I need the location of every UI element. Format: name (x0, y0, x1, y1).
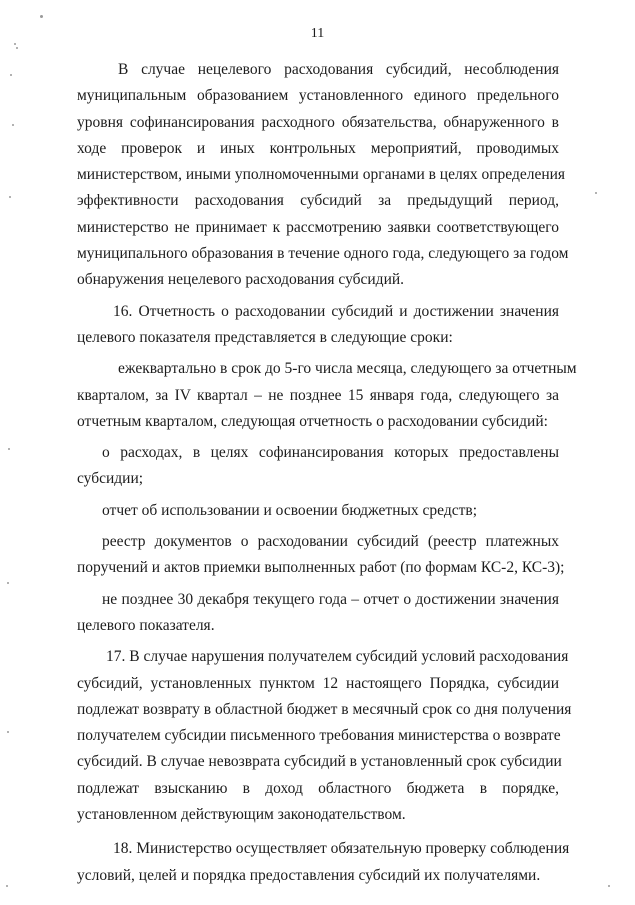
scan-speck (595, 192, 597, 194)
scan-speck (12, 124, 14, 126)
text-line: 17. В случае нарушения получателем субсидий условий расходования (106, 648, 569, 666)
text-line: уровня софинансирования расходного обязательства, обнаруженного в (77, 113, 559, 131)
scan-speck (608, 885, 610, 887)
scan-speck (7, 582, 9, 584)
text-line: реестр документов о расходовании субсидий (реестр платежных (102, 533, 559, 551)
scan-speck (10, 74, 12, 76)
text-line: установленном действующим законодательством. (77, 806, 406, 824)
text-line: кварталом, за IV квартал – не позднее 15 января года, следующего за (77, 386, 559, 404)
scan-speck (40, 15, 43, 18)
text-line: ежеквартально в срок до 5-го числа месяца, следующего за отчетным (118, 360, 577, 378)
text-line: подлежат возврату в областной бюджет в месячный срок со дня получения (77, 700, 572, 718)
text-line: о расходах, в целях софинансирования которых предоставлены (102, 444, 559, 462)
scan-speck (6, 885, 8, 887)
page-number: 11 (310, 26, 325, 41)
text-line: подлежат взысканию в доход областного бюджета в порядке, (77, 779, 559, 797)
scan-speck (9, 196, 11, 198)
text-line: муниципальным образованием установленного единого предельного (77, 87, 559, 105)
scan-speck (8, 448, 10, 450)
document-body (77, 57, 577, 889)
text-line: министерство не принимает к рассмотрению заявки соответствующего (77, 218, 559, 236)
text-line: субсидий. В случае невозврата субсидий в установленный срок субсидии (77, 753, 562, 771)
text-line: ходе проверок и иных контрольных мероприятий, проводимых (77, 139, 559, 157)
text-line: эффективности расходования субсидий за предыдущий период, (77, 192, 559, 210)
text-line: целевого показателя представляется в следующие сроки: (77, 328, 453, 346)
text-line: В случае нецелевого расходования субсидий, несоблюдения (118, 61, 559, 78)
text-line: министерством, иными уполномоченными органами в целях определения (77, 166, 566, 184)
text-line: 16. Отчетность о расходовании субсидий и достижении значения (113, 302, 559, 320)
text-line: не позднее 30 декабря текущего года – отчет о достижении значения (102, 590, 559, 608)
text-line: поручений и актов приемки выполненных работ (по формам КС-2, КС-3); (77, 559, 565, 577)
scan-speck (7, 731, 9, 733)
text-line: целевого показателя. (77, 616, 215, 634)
text-line: получателем субсидии письменного требования министерства о возврате (77, 727, 561, 745)
text-line: условий, целей и порядка предоставления субсидий их получателями. (77, 866, 541, 884)
text-line: 18. Министерство осуществляет обязательную проверку соблюдения (113, 840, 570, 858)
text-line: муниципального образования в течение одного года, следующего за годом (77, 245, 569, 263)
text-line: отчетным кварталом, следующая отчетность о расходовании субсидий: (77, 412, 548, 430)
text-line: обнаружения нецелевого расходования субсидий. (77, 271, 405, 289)
text-line: субсидии; (77, 470, 144, 488)
scan-speck (16, 47, 18, 49)
scan-speck (14, 43, 16, 45)
text-line: отчет об использовании и освоении бюджетных средств; (102, 501, 478, 519)
text-line: субсидий, установленных пунктом 12 настоящего Порядка, субсидии (77, 674, 559, 692)
